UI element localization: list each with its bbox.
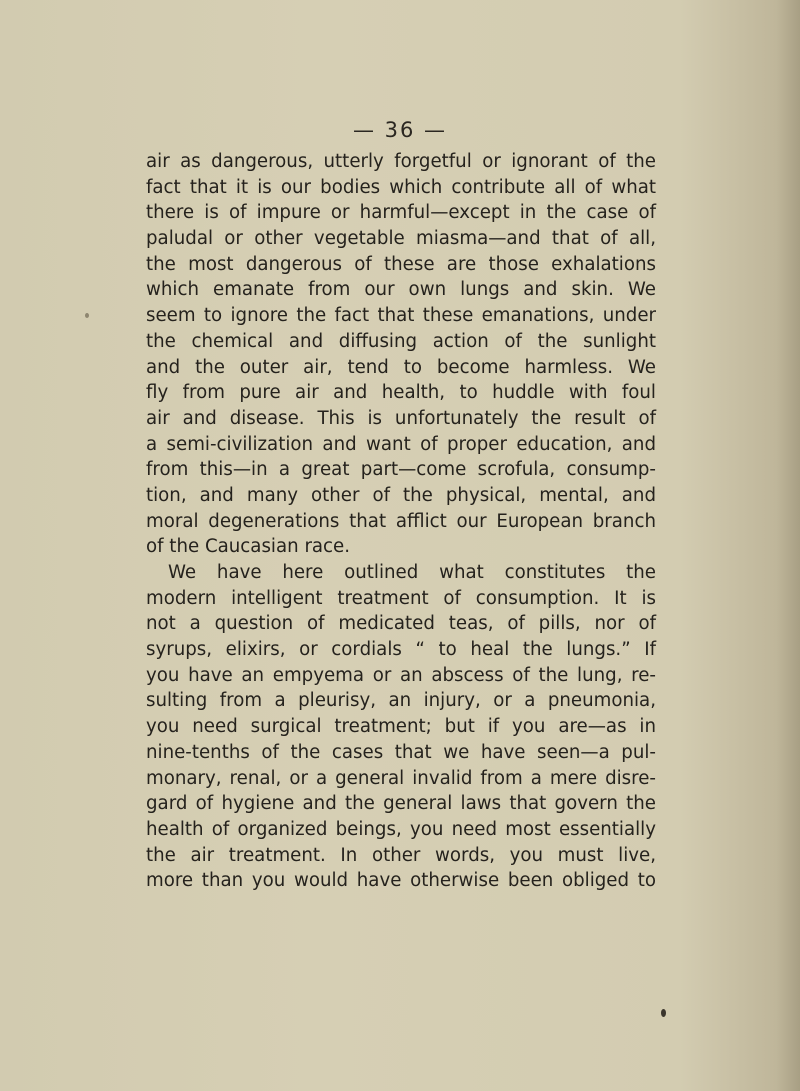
text-line: syrups, elixirs, or cordials “ to heal the lungs.” If [146, 639, 656, 661]
text-line: tion, and many other of the physical, mental, and [146, 484, 656, 506]
text-line: We have here outlined what constitutes the [168, 562, 656, 583]
text-line: sulting from a pleurisy, an injury, or a pneumonia, [146, 690, 656, 712]
text-line: fly from pure air and health, to huddle with foul [146, 382, 656, 404]
text-line: of the Caucasian race. [146, 536, 351, 558]
text-line: fact that it is our bodies which contribute all of what [146, 176, 656, 198]
ink-speck [661, 1009, 666, 1017]
text-line: from this—in a great part—come scrofula, consump- [146, 459, 656, 481]
margin-speck [85, 313, 89, 318]
text-line: you need surgical treatment; but if you are—as in [146, 716, 656, 738]
text-line: air as dangerous, utterly forgetful or ignorant of the [146, 151, 656, 172]
text-line: modern intelligent treatment of consumption. It is [146, 587, 656, 609]
text-line: moral degenerations that afflict our European branch [146, 510, 656, 532]
text-line: air and disease. This is unfortunately the result of [146, 407, 656, 429]
text-line: health of organized beings, you need most essentially [146, 818, 656, 840]
text-line: a semi-civilization and want of proper education, and [146, 433, 656, 455]
text-line: the chemical and diffusing action of the sunlight [146, 330, 656, 352]
page-number: — 36 — [352, 118, 448, 142]
text-line: monary, renal, or a general invalid from a mere disre- [146, 767, 656, 789]
text-line: gard of hygiene and the general laws that govern the [146, 793, 656, 815]
text-line: there is of impure or harmful—except in the case of [146, 202, 656, 224]
text-line: more than you would have otherwise been obliged to [146, 870, 656, 892]
text-line: and the outer air, tend to become harmless. We [146, 356, 656, 378]
text-line: the most dangerous of these are those exhalations [146, 253, 656, 275]
text-line: seem to ignore the fact that these emanations, under [146, 305, 656, 327]
text-line: you have an empyema or an abscess of the lung, re- [146, 664, 656, 686]
body-text [146, 149, 656, 894]
text-line: nine-tenths of the cases that we have seen—a pul- [146, 741, 656, 763]
text-line: the air treatment. In other words, you must live, [146, 844, 656, 866]
text-line: which emanate from our own lungs and skin. We [146, 279, 656, 301]
text-line: paludal or other vegetable miasma—and that of all, [146, 228, 656, 250]
text-line: not a question of medicated teas, of pills, nor of [146, 613, 656, 635]
